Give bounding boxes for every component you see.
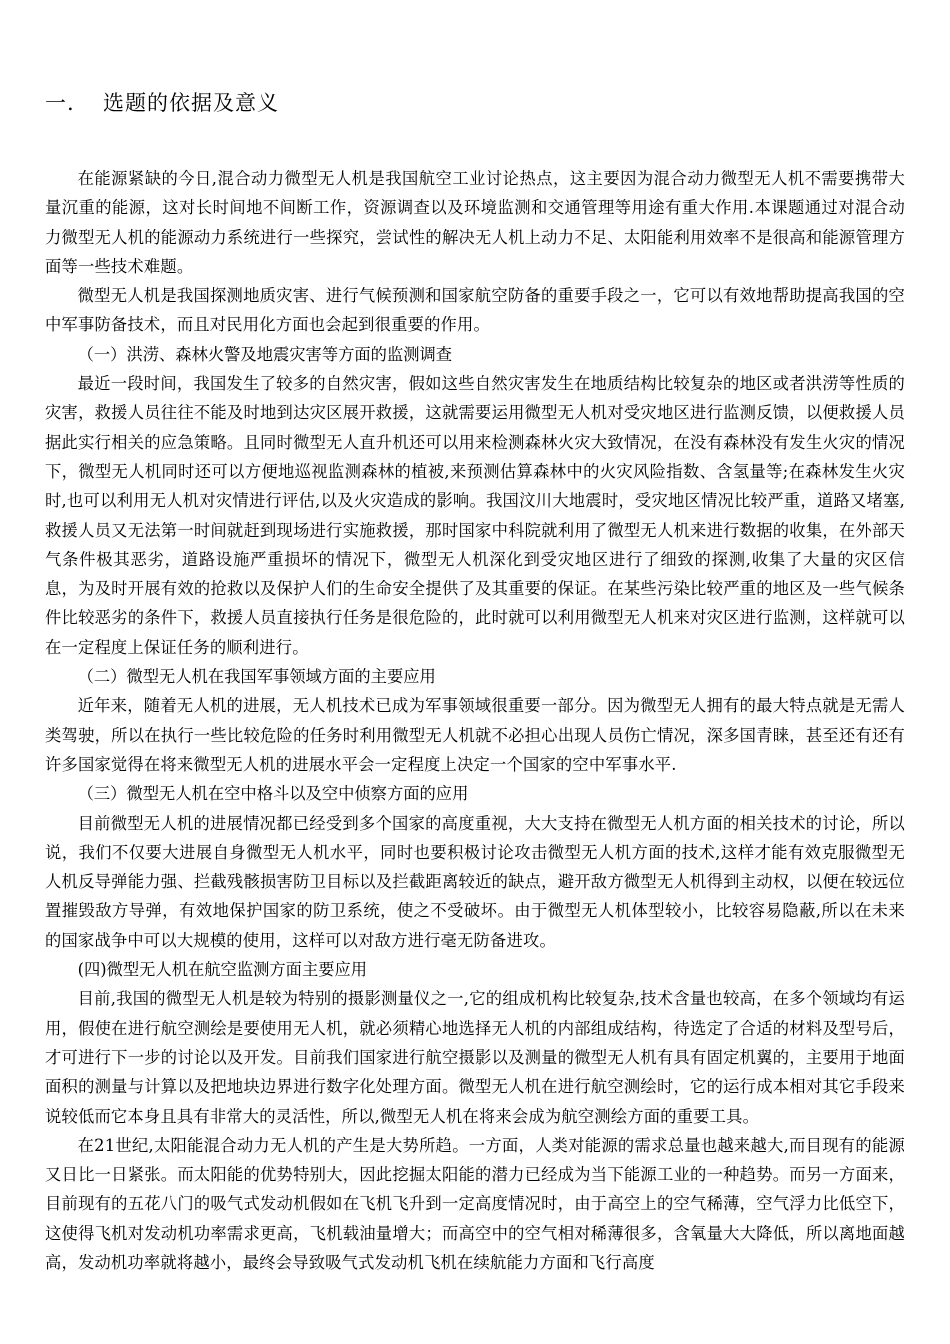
paragraph: 目前微型无人机的进展情况都已经受到多个国家的高度重视，大大支持在微型无人机方面的相关技术的讨论，所以说，我们不仅要大进展自身微型无人机水平，同时也要积极讨论攻击微型无人机方面的技术,这样才能有效克服微型无人机反导弹能力强、拦截残骸损害防卫目标以及拦截距离较近的缺点，避开敌方微型无人机得到主动权，以便在较远位置摧毁敌方导弹，有效地保护国家的防卫系统，使之不受破坏。由于微型无人机体型较小，比较容易隐蔽,所以在未来的国家战争中可以大规模的使用，这样可以对敌方进行毫无防备进攻。 [45,813,905,950]
paragraph: 最近一段时间，我国发生了较多的自然灾害，假如这些自然灾害发生在地质结构比较复杂的地区或者洪涝等性质的灾害，救援人员往往不能及时地到达灾区展开救援，这就需要运用微型无人机对受灾地区进行监测反馈，以便救援人员据此实行相关的应急策略。且同时微型无人直升机还可以用来检测森林火灾大致情况，在没有森林没有发生火灾的情况下，微型无人机同时还可以方便地巡视监测森林的植被,来预测估算森林中的火灾风险指数、含氢量等;在森林发生火灾时,也可以利用无人机对灾情进行评估,以及火灾造成的影响。我国汶川大地震时，受灾地区情况比较严重，道路又堵塞,救援人员又无法第一时间就赶到现场进行实施救援，那时国家中科院就利用了微型无人机来进行数据的收集，在外部天气条件极其恶劣，道路设施严重损坏的情况下，微型无人机深化到受灾地区进行了细致的探测,收集了大量的灾区信息，为及时开展有效的抢救以及保护人们的生命安全提供了及其重要的保证。在某些污染比较严重的地区及一些气候条件比较恶劣的条件下，救援人员直接执行任务是很危险的，此时就可以利用微型无人机来对灾区进行监测，这样就可以在一定程度上保证任务的顺利进行。 [45,374,905,657]
document-page [45,88,905,1277]
section-heading [45,88,905,118]
paragraph: 微型无人机是我国探测地质灾害、进行气候预测和国家航空防备的重要手段之一，它可以有效地帮助提高我国的空中军事防备技术，而且对民用化方面也会起到很重要的作用。 [45,286,905,335]
section-title: 选题的依据及意义 [103,91,279,115]
paragraph: 在能源紧缺的今日,混合动力微型无人机是我国航空工业讨论热点，这主要因为混合动力微型无人机不需要携带大量沉重的能源，这对长时间地不间断工作，资源调查以及环境监测和交通管理等用途有重大作用.本课题通过对混合动力微型无人机的能源动力系统进行一些探究，尝试性的解决无人机上动力不足、太阳能利用效率不是很高和能源管理方面等一些技术难题。 [45,169,905,276]
paragraph: 目前,我国的微型无人机是较为特别的摄影测量仪之一,它的组成机构比较复杂,技术含量也较高，在多个领域均有运用，假使在进行航空测绘是要使用无人机，就必须精心地选择无人机的内部组成结构，待选定了合适的材料及型号后，才可进行下一步的讨论以及开发。目前我们国家进行航空摄影以及测量的微型无人机有具有固定机翼的，主要用于地面面积的测量与计算以及把地块边界进行数字化处理方面。微型无人机在进行航空测绘时，它的运行成本相对其它手段来说较低而它本身且具有非常大的灵活性，所以,微型无人机在将来会成为航空测绘方面的重要工具。 [45,989,905,1126]
subsection-heading: （一）洪涝、森林火警及地震灾害等方面的监测调查 [77,344,453,364]
subsection-heading: (四)微型无人机在航空监测方面主要应用 [77,960,368,980]
subsection-heading: （三）微型无人机在空中格斗以及空中侦察方面的应用 [77,784,469,804]
subsection-heading: （二）微型无人机在我国军事领域方面的主要应用 [77,667,436,687]
section-number: 一. [45,91,75,115]
paragraph: 近年来，随着无人机的进展，无人机技术已成为军事领域很重要一部分。因为微型无人拥有的最大特点就是无需人类驾驶，所以在执行一些比较危险的任务时利用微型无人机就不必担心出现人员伤亡情况，深多国青睐，甚至还有还有许多国家觉得在将来微型无人机的进展水平会一定程度上决定一个国家的空中军事水平. [45,696,905,774]
paragraph: 在21世纪,太阳能混合动力无人机的产生是大势所趋。一方面，人类对能源的需求总量也越来越大,而目现有的能源又日比一日紧张。而太阳能的优势特别大，因此挖掘太阳能的潜力已经成为当下能源工业的一种趋势。而另一方面来，目前现有的五花八门的吸气式发动机假如在飞机飞升到一定高度情况时，由于高空上的空气稀薄，空气浮力比低空下，这使得飞机对发动机功率需求更高，飞机载油量增大；而高空中的空气相对稀薄很多，含氧量大大降低，所以离地面越高，发动机功率就将越小，最终会导致吸气式发动机飞机在续航能力方面和飞行高度 [45,1135,905,1272]
